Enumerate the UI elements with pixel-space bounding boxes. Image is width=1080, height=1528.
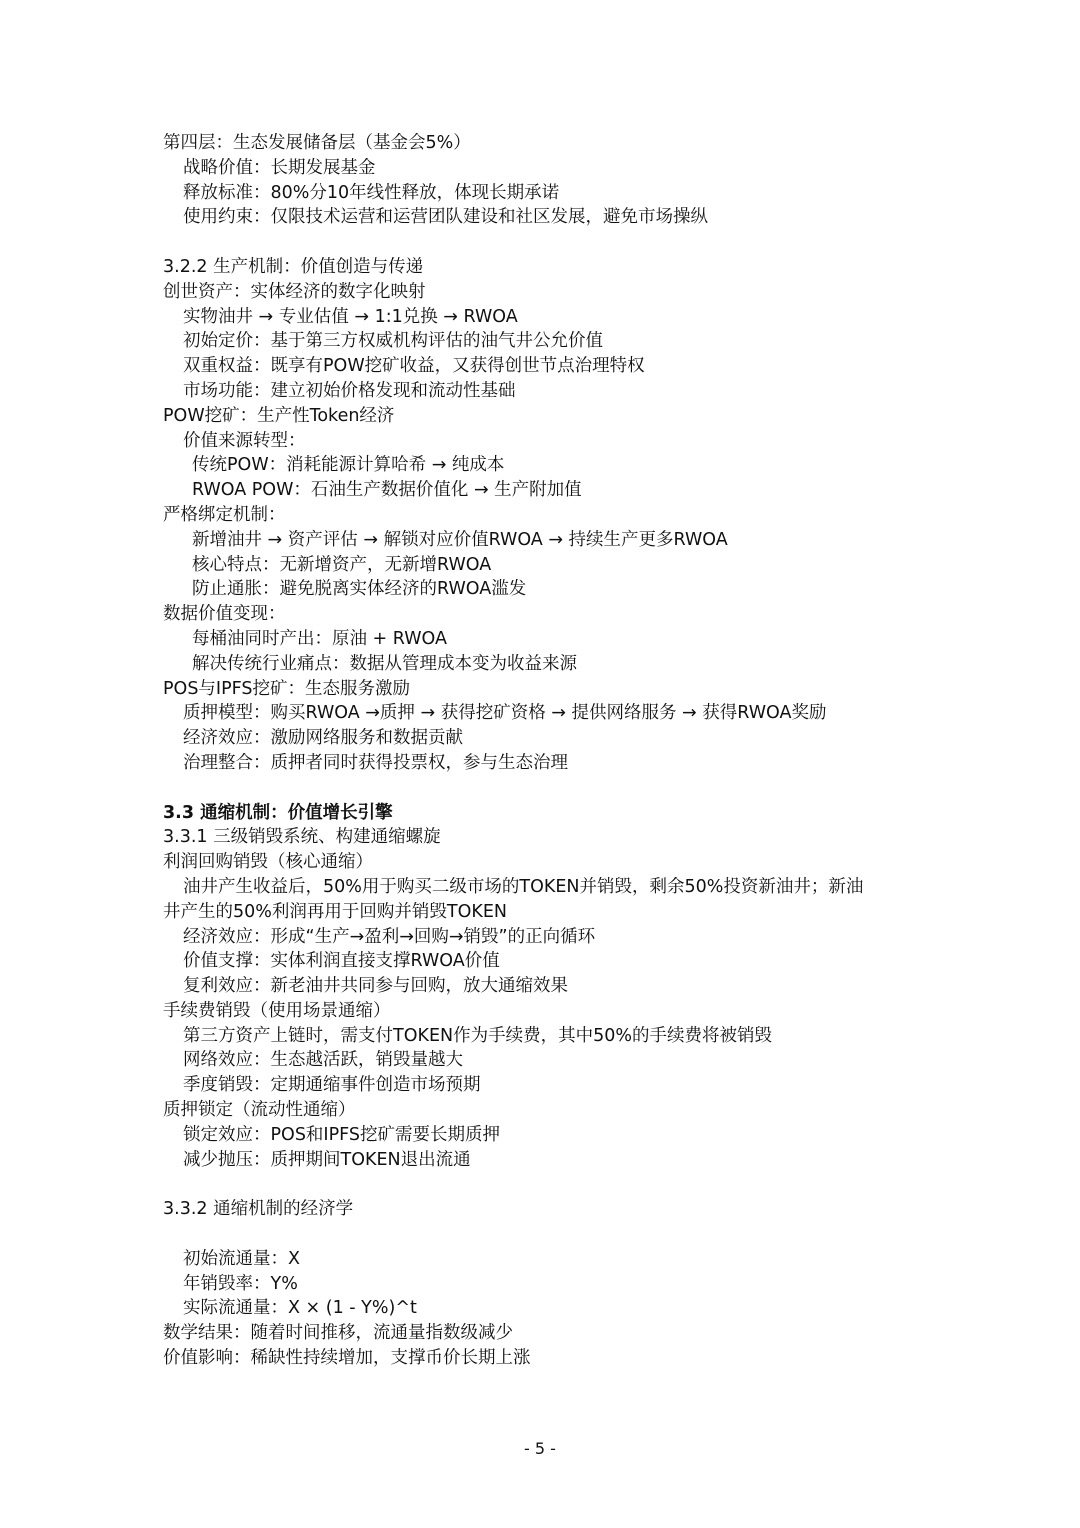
usage-constraint-text: 使用约束：仅限技术运营和运营团队建设和社区发展，避免市场操纵 <box>183 207 708 228</box>
anti-inflation-text: 防止通胀：避免脱离实体经济的RWOA滥发 <box>192 579 527 600</box>
value-source-heading: 价值来源转型： <box>183 430 306 451</box>
math-result-text: 数学结果：随着时间推移，流通量指数级减少 <box>163 1323 513 1344</box>
page-number: - 5 - <box>524 1439 556 1458</box>
industry-pain-text: 解决传统行业痛点：数据从管理成本变为收益来源 <box>192 653 577 674</box>
dual-rights-text: 双重权益：既享有POW挖矿收益，又获得创世节点治理特权 <box>183 356 645 377</box>
value-impact-text: 价值影响：稀缺性持续增加，支撑币价长期上涨 <box>163 1348 531 1369</box>
oil-well-flow-text: 实物油井 → 专业估值 → 1:1兑换 → RWOA <box>183 306 518 327</box>
rwoa-pow-text: RWOA POW：石油生产数据价值化 → 生产附加值 <box>192 480 582 501</box>
spacer <box>163 1172 943 1197</box>
buyback-economic-effect-text: 经济效应：形成“生产→盈利→回购→销毁”的正向循环 <box>183 926 596 947</box>
section-3-2-2-heading: 3.2.2 生产机制：价值创造与传递 <box>163 256 424 277</box>
staking-model-text: 质押模型：购买RWOA →质押 → 获得挖矿资格 → 提供网络服务 → 获得RWOA奖励 <box>183 703 827 724</box>
lock-effect-text: 锁定效应：POS和IPFS挖矿需要长期质押 <box>183 1124 501 1145</box>
spacer <box>163 230 943 255</box>
initial-pricing-text: 初始定价：基于第三方权威机构评估的油气井公允价值 <box>183 331 603 352</box>
core-feature-text: 核心特点：无新增资产，无新增RWOA <box>192 554 492 575</box>
annual-burn-rate-text: 年销毁率：Y% <box>183 1273 298 1294</box>
profit-buyback-heading: 利润回购销毁（核心通缩） <box>163 852 373 873</box>
section-3-3-heading: 3.3 通缩机制：价值增长引擎 <box>163 802 393 823</box>
binding-mechanism-heading: 严格绑定机制： <box>163 504 286 525</box>
spacer <box>163 1222 943 1247</box>
document-body <box>163 131 943 1371</box>
new-well-flow-text: 新增油井 → 资产评估 → 解锁对应价值RWOA → 持续生产更多RWOA <box>192 529 728 550</box>
release-standard-text: 释放标准：80%分10年线性释放，体现长期承诺 <box>183 182 560 203</box>
layer4-heading: 第四层：生态发展储备层（基金会5%） <box>163 133 471 153</box>
buyback-paragraph-line1: 油井产生收益后，50%用于购买二级市场的TOKEN并销毁，剩余50%投资新油井；新油 <box>183 876 864 897</box>
quarterly-burn-text: 季度销毁：定期通缩事件创造市场预期 <box>183 1075 481 1096</box>
network-effect-text: 网络效应：生态越活跃，销毁量越大 <box>183 1050 463 1071</box>
fee-burn-text: 第三方资产上链时，需支付TOKEN作为手续费，其中50%的手续费将被销毁 <box>183 1025 772 1046</box>
compound-effect-text: 复利效应：新老油井共同参与回购，放大通缩效果 <box>183 976 568 997</box>
staking-lock-heading: 质押锁定（流动性通缩） <box>163 1100 356 1121</box>
pos-ipfs-heading: POS与IPFS挖矿：生态服务激励 <box>163 678 411 699</box>
value-support-text: 价值支撑：实体利润直接支撑RWOA价值 <box>183 951 500 972</box>
market-function-text: 市场功能：建立初始价格发现和流动性基础 <box>183 380 516 401</box>
data-monetization-heading: 数据价值变现： <box>163 604 286 625</box>
buyback-paragraph-line2: 井产生的50%利润再用于回购并销毁TOKEN <box>163 901 507 922</box>
fee-burn-heading: 手续费销毁（使用场景通缩） <box>163 1000 391 1021</box>
governance-text: 治理整合：质押者同时获得投票权，参与生态治理 <box>183 752 568 773</box>
section-3-3-2-heading: 3.3.2 通缩机制的经济学 <box>163 1199 354 1220</box>
economic-effect-text: 经济效应：激励网络服务和数据贡献 <box>183 728 463 749</box>
strategic-value-text: 战略价值：长期发展基金 <box>183 157 376 178</box>
traditional-pow-text: 传统POW：消耗能源计算哈希 → 纯成本 <box>192 455 505 476</box>
spacer <box>163 776 943 801</box>
initial-supply-text: 初始流通量：X <box>183 1248 300 1269</box>
reduce-selling-text: 减少抛压：质押期间TOKEN退出流通 <box>183 1149 471 1170</box>
pow-mining-heading: POW挖矿：生产性Token经济 <box>163 405 395 426</box>
barrel-output-text: 每桶油同时产出：原油 + RWOA <box>192 628 447 649</box>
actual-supply-text: 实际流通量：X × (1 - Y%)^t <box>183 1298 417 1319</box>
section-3-3-1-heading: 3.3.1 三级销毁系统、构建通缩螺旋 <box>163 827 441 848</box>
genesis-asset-heading: 创世资产：实体经济的数字化映射 <box>163 281 426 302</box>
